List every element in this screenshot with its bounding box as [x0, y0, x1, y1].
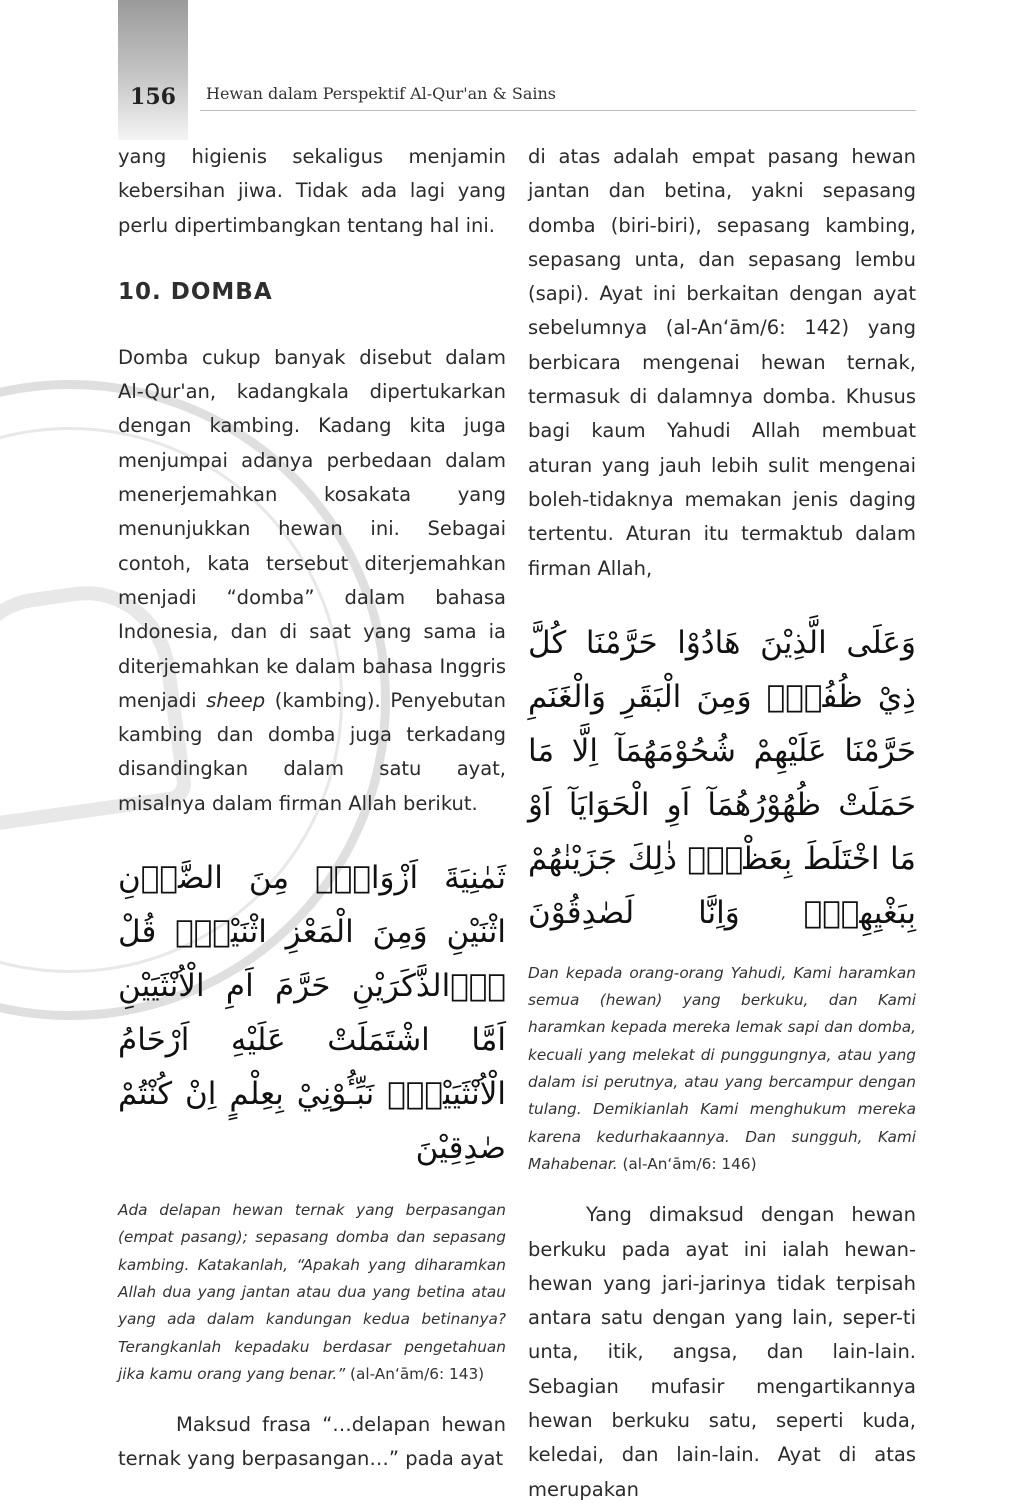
left-column: [118, 140, 506, 1477]
left-translation-text: Ada delapan hewan ternak yang berpasangan (empat pasang); sepasang domba dan sepasang kambing. Katakanlah, “Apakah yang diharamkan Allah dua yang jantan atau dua yang betina atau yang ada dalam kandungan kedua betinanya? Terangkanlah kepadaku berdasar pengetahuan jika kamu orang yang benar.”: [118, 1201, 506, 1383]
left-quran-verse: ثَمٰنِيَةَ اَزْوَاجٍۚ مِنَ الضَّاۡنِ اثْنَيْنِ وَمِنَ الْمَعْزِ اثْنَيْنِۗ قُلْ ءٰۤالذَّكَرَيْنِ حَرَّمَ اَمِ الْاُنْثَيَيْنِ اَمَّا اشْتَمَلَتْ عَلَيْهِ اَرْحَامُ الْاُنْثَيَيْنِۗ نَبِّـُٔوْنِيْ بِعِلْمٍ اِنْ كُنْتُمْ صٰدِقِيْنَ: [118, 860, 506, 1167]
right-quran-verse: وَعَلَى الَّذِيْنَ هَادُوْا حَرَّمْنَا كُلَّ ذِيْ ظُفُرٍۚ وَمِنَ الْبَقَرِ وَالْغَنَمِ حَرَّمْنَا عَلَيْهِمْ شُحُوْمَهُمَآ اِلَّا مَا حَمَلَتْ ظُهُوْرُهُمَآ اَوِ الْحَوَايَآ اَوْ مَا اخْتَلَطَ بِعَظْمٍۗ ذٰلِكَ جَزَيْنٰهُمْ بِبَغْيِهِمْۖ وَاِنَّا لَصٰدِقُوْنَ: [528, 624, 916, 931]
page-number: 156: [130, 84, 176, 110]
right-verse-translation: [528, 960, 916, 1178]
right-translation-text: Dan kepada orang-orang Yahudi, Kami haramkan semua (hewan) yang berkuku, dan Kami haramkan kepada mereka lemak sapi dan domba, kecuali yang melekat di punggungnya, atau yang dalam isi perutnya, atau yang bercampur dengan tulang. Demikianlah Kami menghukum mereka karena kedurhakaannya. Dan sungguh, Kami Mahabenar.: [528, 963, 916, 1173]
right-intro-paragraph: di atas adalah empat pasang hewan jantan dan betina, yakni sepasang domba (biri-biri), sepasang kambing, sepasang unta, dan sepasang lembu (sapi). Ayat ini berkaitan dengan ayat sebelumnya (al-An‘ām/6: 142) yang berbicara mengenai hewan ternak, termasuk di dalamnya domba. Khusus bagi kaum Yahudi Allah membuat aturan yang jauh lebih sulit mengenai boleh-tidaknya memakan jenis daging tertentu. Aturan itu termaktub dalam firman Allah,: [528, 145, 916, 580]
left-body-paragraph: [118, 341, 506, 821]
page-number-tab: [118, 0, 188, 140]
header-rule: [200, 110, 916, 111]
left-body-text-b: (kambing). Penyebutan kambing dan domba juga terkadang disandingkan dalam satu ayat, misalnya dalam firman Allah berikut.: [118, 688, 506, 815]
section-heading: 10. DOMBA: [118, 278, 273, 305]
left-verse-reference: (al-An‘ām/6: 143): [350, 1364, 485, 1383]
left-verse-translation: [118, 1197, 506, 1388]
right-verse-reference: (al-An‘ām/6: 146): [622, 1154, 757, 1173]
left-body-emphasis: sheep: [206, 688, 266, 712]
right-column: [528, 140, 916, 1507]
running-title: Hewan dalam Perspektif Al-Qur'an & Sains: [206, 84, 557, 103]
left-body-text-a: Domba cukup banyak disebut dalam Al-Qur'an, kadangkala dipertukarkan dengan kambing. Kadang kita juga menjumpai adanya perbedaan dalam menerjemahkan kosakata yang menunjukkan hewan ini. Sebagai contoh, kata tersebut diterjemahkan menjadi “domba” dalam bahasa Indonesia, dan di saat yang sama ia diterjemahkan ke dalam bahasa Inggris menjadi: [118, 345, 506, 712]
left-closing-paragraph: Maksud frasa “…delapan hewan ternak yang berpasangan…” pada ayat: [118, 1413, 506, 1471]
left-intro-paragraph: yang higienis sekaligus menjamin kebersihan jiwa. Tidak ada lagi yang perlu dipertimbangkan tentang hal ini.: [118, 145, 506, 237]
right-closing-paragraph: Yang dimaksud dengan hewan berkuku pada ayat ini ialah hewan-hewan yang jari-jarinya tidak terpisah antara satu dengan yang lain, seper-ti unta, itik, angsa, dan lain-lain. Sebagian mufasir mengartikannya hewan berkuku satu, seperti kuda, keledai, dan lain-lain. Ayat di atas merupakan: [528, 1203, 916, 1501]
